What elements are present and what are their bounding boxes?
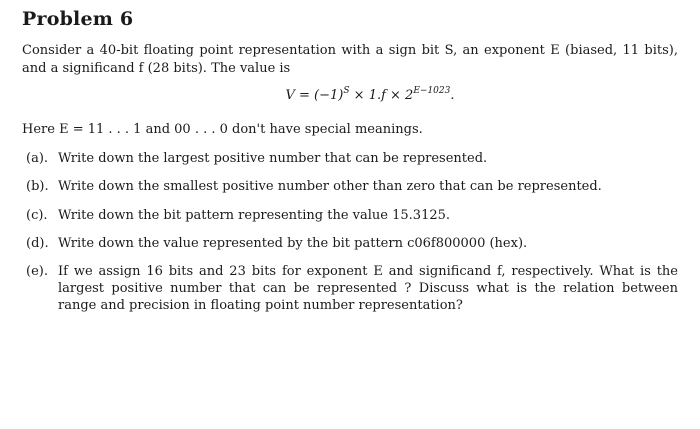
question-text: Write down the smallest positive number other than zero that can be represented. (58, 179, 602, 194)
question-mark: (d). (26, 236, 49, 251)
formula-sign-exponent: S (343, 86, 350, 96)
formula-mid: × 1.f × 2 (349, 88, 414, 103)
question-mark: (b). (26, 179, 49, 194)
question-mark: (e). (26, 264, 48, 279)
question-c (26, 207, 678, 224)
formula-base: V = (−1) (285, 88, 344, 103)
question-mark: (c). (26, 208, 48, 223)
problem-title: Problem 6 (22, 8, 134, 30)
question-text: Write down the value represented by the bit pattern c06f800000 (hex). (58, 236, 528, 251)
question-mark: (a). (26, 151, 49, 166)
formula-end: . (450, 88, 455, 103)
value-formula (0, 88, 700, 103)
question-e (26, 263, 678, 314)
question-text: If we assign 16 bits and 23 bits for exponent E and significand f, respectively. What is the largest positive number that can be represented ? Discuss what is the relation between range and precision in floating point number representation? (58, 264, 678, 313)
problem-intro: Consider a 40-bit floating point representation with a sign bit S, an exponent E (biased, 11 bits), and a significand f (28 bits). The value is (22, 43, 678, 76)
formula-exponent: E−1023 (413, 86, 451, 96)
question-text: Write down the bit pattern representing the value 15.3125. (58, 208, 451, 223)
question-d (26, 235, 678, 252)
question-text: Write down the largest positive number that can be represented. (58, 151, 488, 166)
question-a (26, 150, 678, 167)
question-b (26, 178, 678, 195)
special-meaning-note: Here E = 11 . . . 1 and 00 . . . 0 don't have special meanings. (22, 122, 423, 137)
